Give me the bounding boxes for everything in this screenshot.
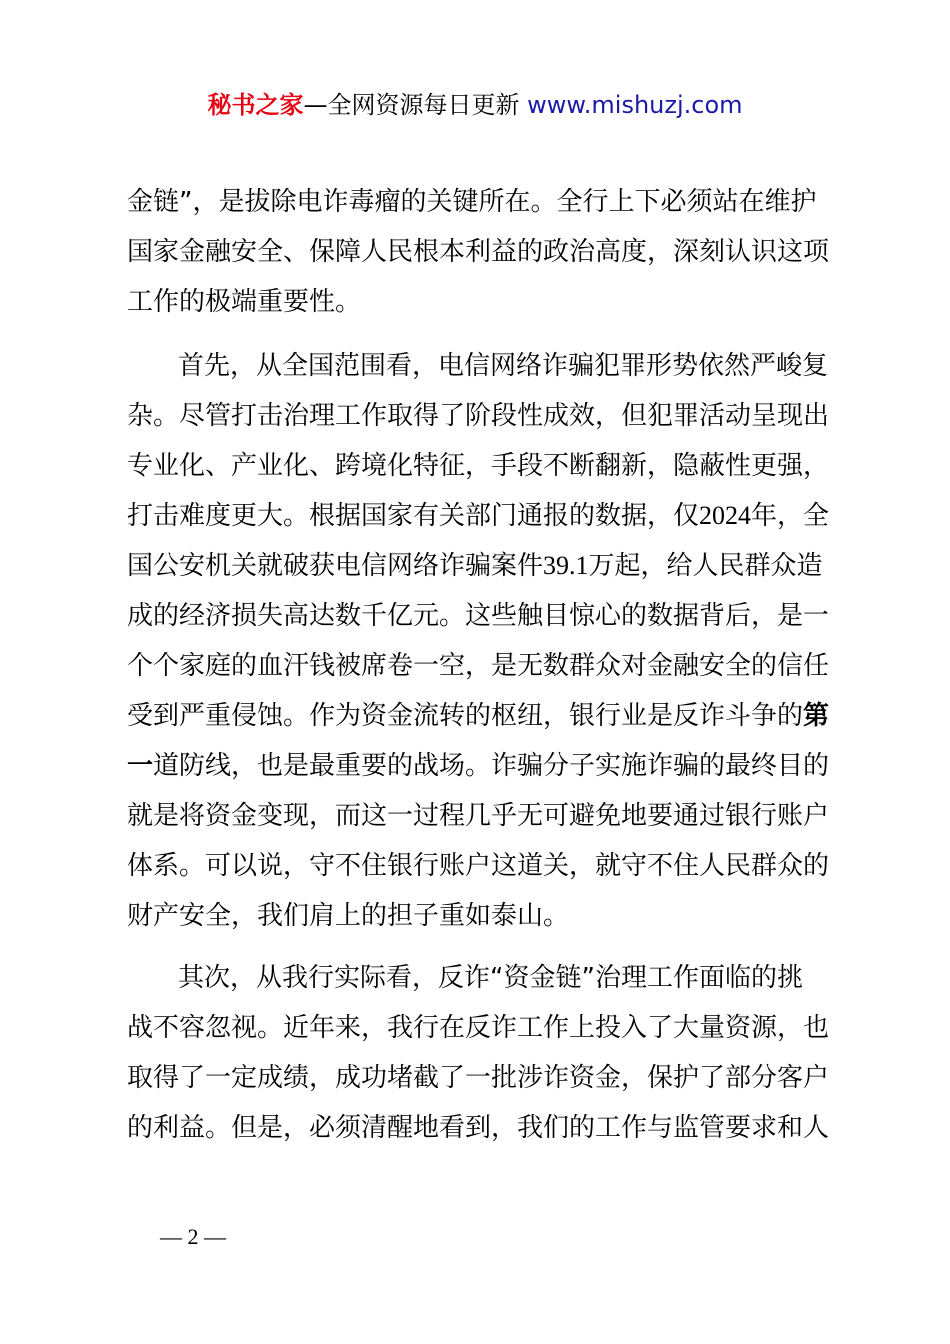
bold-text: 第 [803,701,830,731]
bold-text: 一 [127,751,154,781]
text-span: 国公安机关就破获电信网络诈骗案件 [127,551,544,581]
text-line: 体系。可以说，守不住银行账户这道关，就守不住人民群众的 [127,851,830,881]
text-line: 工作的极端重要性。 [127,287,362,317]
text-line: 金链”，是拔除电诈毒瘤的关键所在。全行上下必须站在维护 [127,187,817,217]
text-line: 取得了一定成绩，成功堵截了一批涉诈资金，保护了部分客户 [127,1063,830,1093]
text-line [127,698,829,734]
text-line: 其次，从我行实际看，反诈“资金链”治理工作面临的挑 [178,963,803,993]
text-line: 国家金融安全、保障人民根本利益的政治高度，深刻认识这项 [127,237,830,267]
text-line [127,548,823,584]
text-span: 年，全 [751,501,830,531]
text-line [127,498,829,534]
text-line: 的利益。但是，必须清醒地看到，我们的工作与监管要求和人 [127,1113,830,1143]
text-span: 道防线，也是最重要的战场。诈骗分子实施诈骗的最终目的 [153,751,830,781]
text-line: 杂。尽管打击治理工作取得了阶段性成效，但犯罪活动呈现出 [127,401,830,431]
text-line: 个个家庭的血汗钱被席卷一空，是无数群众对金融安全的信任 [127,651,830,681]
text-line: 首先，从全国范围看，电信网络诈骗犯罪形势依然严峻复 [178,351,829,381]
page-number: — 2 — [160,1224,226,1249]
site-url-link[interactable]: www.mishuzj.com [527,91,743,119]
brand-name: 秘书之家 [207,91,304,119]
text-span: 万起，给人民群众造 [588,551,823,581]
case-count-value: 39.1 [543,551,589,580]
text-line: 财产安全，我们肩上的担子重如泰山。 [127,901,570,931]
text-span: 打击难度更大。根据国家有关部门通报的数据，仅 [127,501,700,531]
text-line: 专业化、产业化、跨境化特征，手段不断翻新，隐蔽性更强， [127,451,830,481]
text-line [127,748,829,784]
text-line: 就是将资金变现，而这一过程几乎无可避免地要通过银行账户 [127,801,830,831]
site-header [0,88,950,122]
header-tagline: —全网资源每日更新 [303,91,528,119]
text-span: 受到严重侵蚀。作为资金流转的枢纽，银行业是反诈斗争的 [127,701,804,731]
year-value: 2024 [699,501,752,530]
text-line: 成的经济损失高达数千亿元。这些触目惊心的数据背后，是一 [127,601,830,631]
text-line: 战不容忽视。近年来，我行在反诈工作上投入了大量资源，也 [127,1013,830,1043]
